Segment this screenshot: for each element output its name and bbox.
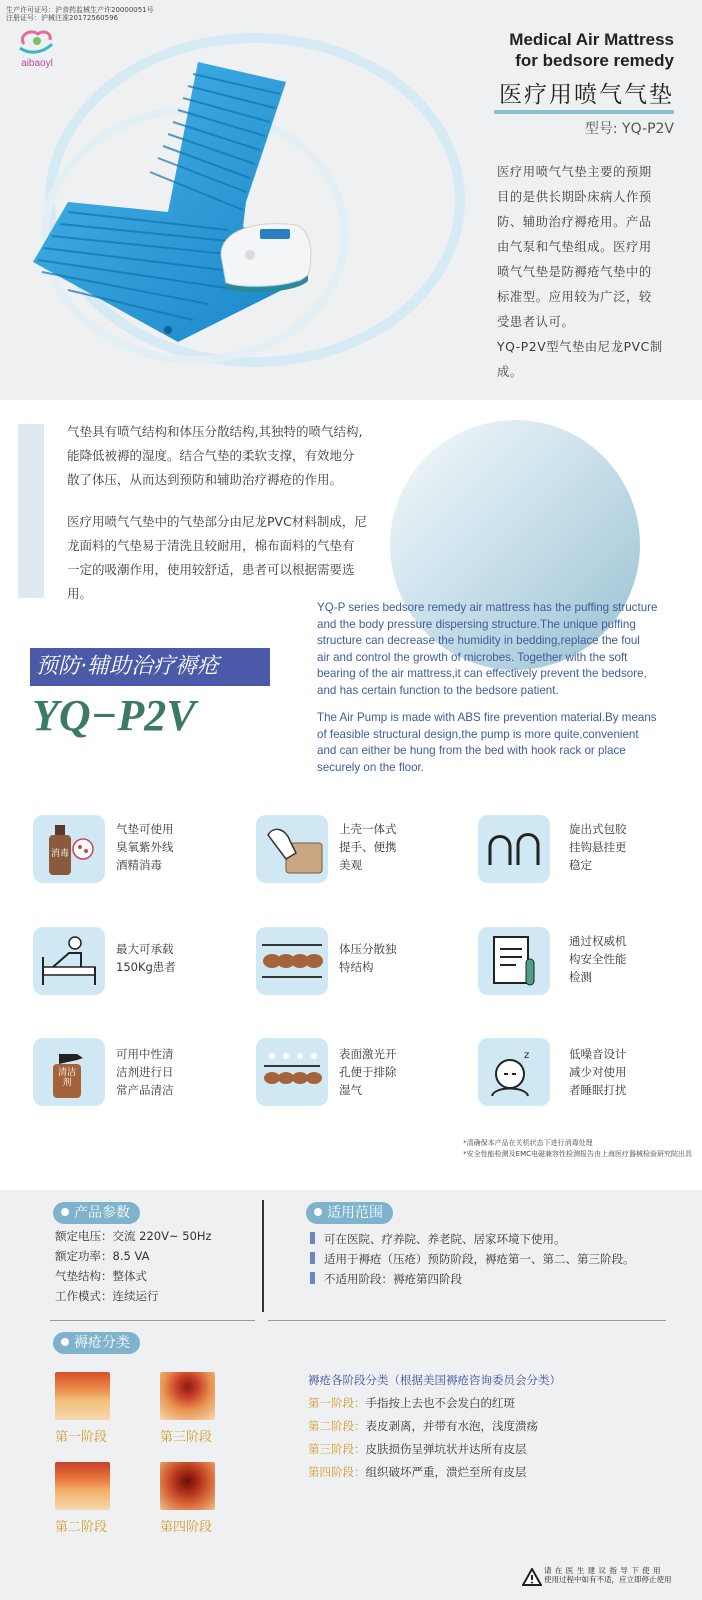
- certificate-icon: [478, 927, 550, 995]
- air-mattress-image: [28, 52, 328, 352]
- en-line: of feasible structural design,the pump is more quite,convenient: [317, 727, 639, 741]
- page-title: 医疗用喷气气垫: [499, 82, 674, 108]
- feature-tile: [33, 927, 105, 995]
- feature-tile: [33, 815, 105, 883]
- english-description-1: [317, 600, 689, 699]
- stage-2-image: [55, 1462, 110, 1510]
- divider: [50, 1320, 255, 1321]
- svg-text:z: z: [524, 1050, 530, 1061]
- feature-line: 湿气: [339, 1083, 362, 1097]
- en-line: and has certain function to the bedsore patient.: [317, 683, 559, 697]
- para-line: 气垫具有喷气结构和体压分散结构,其独特的喷气结构,: [67, 424, 363, 439]
- patient-bed-icon: [33, 927, 105, 995]
- feature-text: [339, 940, 439, 976]
- air-pump-image: [216, 215, 316, 295]
- warning-icon: [522, 1568, 542, 1586]
- icon-caption: 清洁剂: [57, 1068, 76, 1088]
- intro-line: 医疗用喷气气垫主要的预期: [497, 165, 652, 179]
- feature-line: 最大可承载: [116, 942, 174, 956]
- handle-icon: [256, 815, 328, 883]
- spec-item: 气垫结构：整体式: [55, 1269, 147, 1283]
- feature-line: 减少对使用: [569, 1065, 627, 1079]
- feature-line: 表面激光开: [339, 1047, 397, 1061]
- feature-line: 气垫可使用: [116, 822, 174, 836]
- hero-section: [0, 0, 702, 400]
- intro-line: 受患者认可。: [497, 315, 575, 329]
- structure-section: [0, 400, 702, 800]
- structure-paragraph-1: [67, 420, 427, 492]
- pressure-disperse-icon: [256, 927, 328, 995]
- feature-text: [116, 820, 216, 874]
- para-line: 医疗用喷气气垫中的气垫部分由尼龙PVC材料制成，尼: [67, 514, 367, 529]
- feature-line: 特结构: [339, 960, 374, 974]
- intro-text: [497, 160, 687, 385]
- stage-desc: [308, 1464, 527, 1480]
- intro-line: YQ-P2V型气垫由尼龙PVC制: [497, 340, 663, 354]
- feature-line: 低噪音设计: [569, 1047, 627, 1061]
- warning-line: 请在医生建议指导下使用: [544, 1566, 664, 1575]
- stage-1-image: [55, 1372, 110, 1420]
- feature-text: [339, 820, 439, 874]
- title-en-line2: for bedsore remedy: [515, 51, 674, 70]
- stage-desc: [308, 1418, 538, 1434]
- structure-paragraph-2: [67, 510, 427, 606]
- scope-text: 不适用阶段：褥疮第四阶段: [324, 1272, 462, 1286]
- spec-item: 额定功率：8.5 VA: [55, 1249, 150, 1263]
- warning-line: 使用过程中如有不适，应立即停止使用: [544, 1575, 672, 1584]
- en-line: The Air Pump is made with ABS fire prevention material.By means: [317, 711, 657, 724]
- title-en-line1: Medical Air Mattress: [509, 30, 674, 49]
- para-line: 用。: [67, 586, 93, 601]
- feature-line: 构安全性能: [569, 952, 627, 966]
- feature-line: 提手、便携: [339, 840, 397, 854]
- title-underline: [494, 110, 674, 114]
- icon-caption: 消毒: [50, 849, 69, 859]
- bullet-bar-icon: [310, 1252, 315, 1264]
- feature-tile: [478, 1038, 550, 1106]
- feature-tile: [478, 815, 550, 883]
- specs-heading: [53, 1202, 140, 1224]
- stage-desc: [308, 1441, 527, 1457]
- stage-desc: [308, 1395, 515, 1411]
- bullet-bar-icon: [310, 1272, 315, 1284]
- feature-tile: [256, 815, 328, 883]
- intro-line: 喷气气垫是防褥疮气垫中的: [497, 265, 652, 279]
- sleep-quiet-icon: [478, 1038, 550, 1106]
- hook-icon: [478, 815, 550, 883]
- en-line: air and control the growth of microbes. Together with the soft: [317, 650, 628, 664]
- feature-line: 检测: [569, 970, 592, 984]
- feature-line: 挂钩悬挂更: [569, 840, 627, 854]
- feature-line: 150Kg患者: [116, 960, 176, 974]
- footnote-line: *安全性能检测及EMC电磁兼容性检测报告由上海医疗器械检验研究院出具: [463, 1150, 692, 1158]
- feature-line: 通过权威机: [569, 934, 627, 948]
- stage-label: 第三阶段: [160, 1430, 213, 1445]
- brand-name: aibaoyl: [21, 58, 53, 69]
- en-line: and can either be hung from the bed with hook rack or place: [317, 744, 626, 757]
- feature-line: 酒精消毒: [116, 858, 162, 872]
- para-line: 龙面料的气垫易于清洗且较耐用，棉布面料的气垫有: [67, 538, 355, 553]
- stage-key: 第二阶段：: [308, 1419, 366, 1433]
- usage-warning: [544, 1566, 672, 1584]
- vertical-divider: [262, 1200, 264, 1312]
- feature-tile: [33, 1038, 105, 1106]
- para-line: 能降低被褥的湿度。结合气垫的柔软支撑，有效地分: [67, 448, 355, 463]
- intro-line: 目的是供长期卧床病人作预: [497, 190, 652, 204]
- en-line: bearing of the air mattress,it can effectively prevent the bedsore,: [317, 667, 647, 680]
- stages-heading: [53, 1332, 140, 1354]
- feature-tile: [256, 1038, 328, 1106]
- stage-desc-text: 表皮剥离，并带有水泡，浅度溃疡: [365, 1419, 538, 1433]
- stage-3-image: [160, 1372, 215, 1420]
- en-line: and the body pressure dispersing structure.The unique puffing: [317, 617, 636, 631]
- en-line: securely on the floor.: [317, 760, 424, 774]
- feature-line: 稳定: [569, 858, 592, 872]
- heading-text: 褥疮分类: [74, 1335, 130, 1351]
- laser-holes-icon: [256, 1038, 328, 1106]
- intro-line: 由气泵和气垫组成。医疗用: [497, 240, 652, 254]
- feature-text: [569, 1045, 669, 1099]
- feature-line: 洁剂进行日: [116, 1065, 174, 1079]
- heading-text: 产品参数: [74, 1205, 130, 1221]
- features-section: [0, 800, 702, 1190]
- model-number: 型号: YQ-P2V: [584, 121, 674, 137]
- stage-desc-text: 皮肤损伤呈弹坑状并达所有皮层: [365, 1442, 527, 1456]
- intro-line: 成。: [497, 365, 523, 379]
- stage-label: 第一阶段: [55, 1430, 108, 1445]
- intro-line: 防、辅助治疗褥疮用。产品: [497, 215, 652, 229]
- scope-item: [310, 1271, 462, 1287]
- feature-text: [116, 940, 216, 976]
- spec-item: 额定电压：交流 220V~ 50Hz: [55, 1229, 212, 1243]
- feature-text: [116, 1045, 216, 1099]
- feature-line: 者睡眠打扰: [569, 1083, 627, 1097]
- scope-heading: [306, 1202, 393, 1224]
- english-description-2: [317, 710, 689, 776]
- feature-text: [569, 820, 669, 874]
- feature-line: 体压分散独: [339, 942, 397, 956]
- en-line: YQ-P series bedsore remedy air mattress has the puffing structure: [317, 601, 658, 614]
- feature-text: [339, 1045, 439, 1099]
- scope-text: 可在医院、疗养院、养老院、居家环境下使用。: [324, 1232, 566, 1246]
- stage-desc-text: 手指按上去也不会发白的红斑: [365, 1396, 515, 1410]
- stage-4-image: [160, 1462, 215, 1510]
- classification-title: 褥疮各阶段分类（根据美国褥疮咨询委员会分类）: [308, 1373, 561, 1387]
- model-big-text: YQ−P2V: [32, 691, 196, 740]
- feature-line: 孔便于排除: [339, 1065, 397, 1079]
- scope-item: [310, 1231, 566, 1247]
- para-line: 一定的吸潮作用，使用较舒适，患者可以根据需要选: [67, 562, 355, 577]
- bullet-dot-icon: [61, 1338, 69, 1346]
- feature-line: 臭氧紫外线: [116, 840, 174, 854]
- stage-key: 第三阶段：: [308, 1442, 366, 1456]
- prevention-banner: 预防·辅助治疗褥疮: [30, 648, 270, 686]
- feature-line: 美观: [339, 858, 362, 872]
- stage-key: 第四阶段：: [308, 1465, 366, 1479]
- feature-tile: [478, 927, 550, 995]
- scope-item: [310, 1251, 635, 1267]
- footnotes: [463, 1138, 692, 1160]
- stage-label: 第四阶段: [160, 1520, 213, 1535]
- feature-text: [569, 932, 669, 986]
- stage-desc-text: 组织破坏严重，溃烂至所有皮层: [365, 1465, 527, 1479]
- para-line: 散了体压，从而达到预防和辅助治疗褥疮的作用。: [67, 472, 343, 487]
- en-line: structure can decrease the humidity in bedding,replace the foul: [317, 634, 640, 647]
- stage-label: 第二阶段: [55, 1520, 108, 1535]
- feature-line: 常产品清洁: [116, 1083, 174, 1097]
- registration-number: 注册证号：沪械注准20172560596: [6, 14, 118, 22]
- feature-line: 可用中性清: [116, 1047, 174, 1061]
- footnote-line: *清确保本产品在关机状态下进行消毒处理: [463, 1139, 593, 1147]
- spec-item: 工作模式：连续运行: [55, 1289, 159, 1303]
- divider: [268, 1320, 666, 1321]
- feature-line: 旋出式包胶: [569, 822, 627, 836]
- feature-tile: [256, 927, 328, 995]
- bullet-dot-icon: [61, 1208, 69, 1216]
- license-number: 生产许可证号：沪食药监械生产许20000051号: [6, 6, 154, 14]
- bullet-dot-icon: [314, 1208, 322, 1216]
- heading-text: 适用范围: [327, 1205, 383, 1221]
- bullet-bar-icon: [310, 1232, 315, 1244]
- scope-text: 适用于褥疮（压疮）预防阶段，褥疮第一、第二、第三阶段。: [324, 1252, 635, 1266]
- intro-line: 标准型。应用较为广泛，较: [497, 290, 652, 304]
- side-accent-bar: [18, 424, 44, 598]
- stage-key: 第一阶段：: [308, 1396, 366, 1410]
- feature-line: 上壳一体式: [339, 822, 397, 836]
- specs-section: [0, 1190, 702, 1600]
